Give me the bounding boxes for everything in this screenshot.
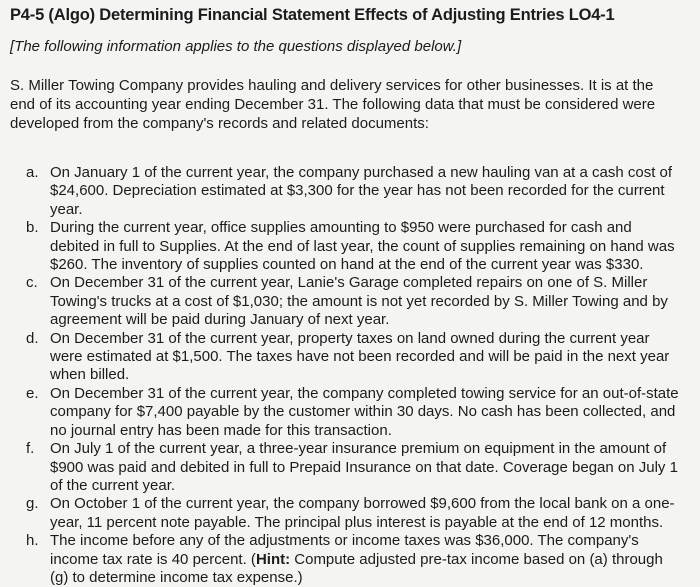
item-text: The income before any of the adjustments or income taxes was $36,000. The company's income tax rate is 40 percent. (Hint: Compute adjusted pre-tax income based on (a) through (g) to determine income tax expense.) <box>50 532 663 586</box>
item-letter: h. <box>26 532 39 550</box>
item-text: On December 31 of the current year, property taxes on land owned during the current year were estimated at $1,500. The taxes have not been recorded and will be paid in the next year when billed. <box>50 329 670 384</box>
item-letter: b. <box>26 219 39 237</box>
list-item-f <box>26 440 682 495</box>
item-letter: d. <box>26 329 39 347</box>
item-text: During the current year, office supplies amounting to $950 were purchased for cash and debited in full to Supplies. At the end of last year, the count of supplies remaining on hand was $260. The inventory of supplies counted on hand at the end of the current year was $330. <box>50 219 675 274</box>
problem-subtitle: [The following information applies to the questions displayed below.] <box>10 38 462 55</box>
item-letter: a. <box>26 164 39 181</box>
intro-paragraph: S. Miller Towing Company provides hauling and delivery services for other businesses. It is at the end of its accounting year ending December 31. The following data that must be considered were developed from the company's records and related documents: <box>10 77 656 132</box>
item-text: On December 31 of the current year, the company completed towing service for an out-of-state company for $7,400 payable by the customer within 30 days. No cash has been collected, and no journal entry has been made for this transaction. <box>50 384 679 439</box>
adjustment-items-list <box>26 164 682 587</box>
list-item-c <box>26 274 682 329</box>
list-item-d <box>26 330 682 385</box>
item-text: On December 31 of the current year, Lanie's Garage completed repairs on one of S. Miller Towing's trucks at a cost of $1,030; the amount is not yet recorded by S. Miller Towing and by agreement will be paid during January of next year. <box>50 274 668 329</box>
item-text: On January 1 of the current year, the company purchased a new hauling van at a cash cost of $24,600. Depreciation estimated at $3,300 for the year has not been recorded for the current year. <box>50 164 673 218</box>
list-item-b <box>26 219 682 274</box>
list-item-e <box>26 385 682 440</box>
hint-text: Compute adjusted pre-tax income based on (a) through (g) to determine income tax expense.) <box>50 550 663 586</box>
item-h-body: The income before any of the adjustments or income taxes was $36,000. The company's income tax rate is 40 percent. <box>50 532 639 568</box>
item-letter: c. <box>26 274 38 292</box>
item-letter: e. <box>26 384 39 402</box>
item-letter: f. <box>26 440 35 458</box>
list-item-a <box>26 164 682 219</box>
item-letter: g. <box>26 495 39 513</box>
list-item-h <box>26 532 682 587</box>
list-item-g <box>26 495 682 532</box>
hint-label: Hint: <box>255 550 291 568</box>
item-text: On July 1 of the current year, a three-year insurance premium on equipment in the amount of $900 was paid and debited in full to Prepaid Insurance on that date. Coverage began on July 1 of the current year. <box>50 440 678 494</box>
problem-title: P4-5 (Algo) Determining Financial Statement Effects of Adjusting Entries LO4-1 <box>10 6 615 24</box>
item-text: On October 1 of the current year, the company borrowed $9,600 from the local bank on a one-year, 11 percent note payable. The principal plus interest is payable at the end of 12 months. <box>50 495 675 531</box>
